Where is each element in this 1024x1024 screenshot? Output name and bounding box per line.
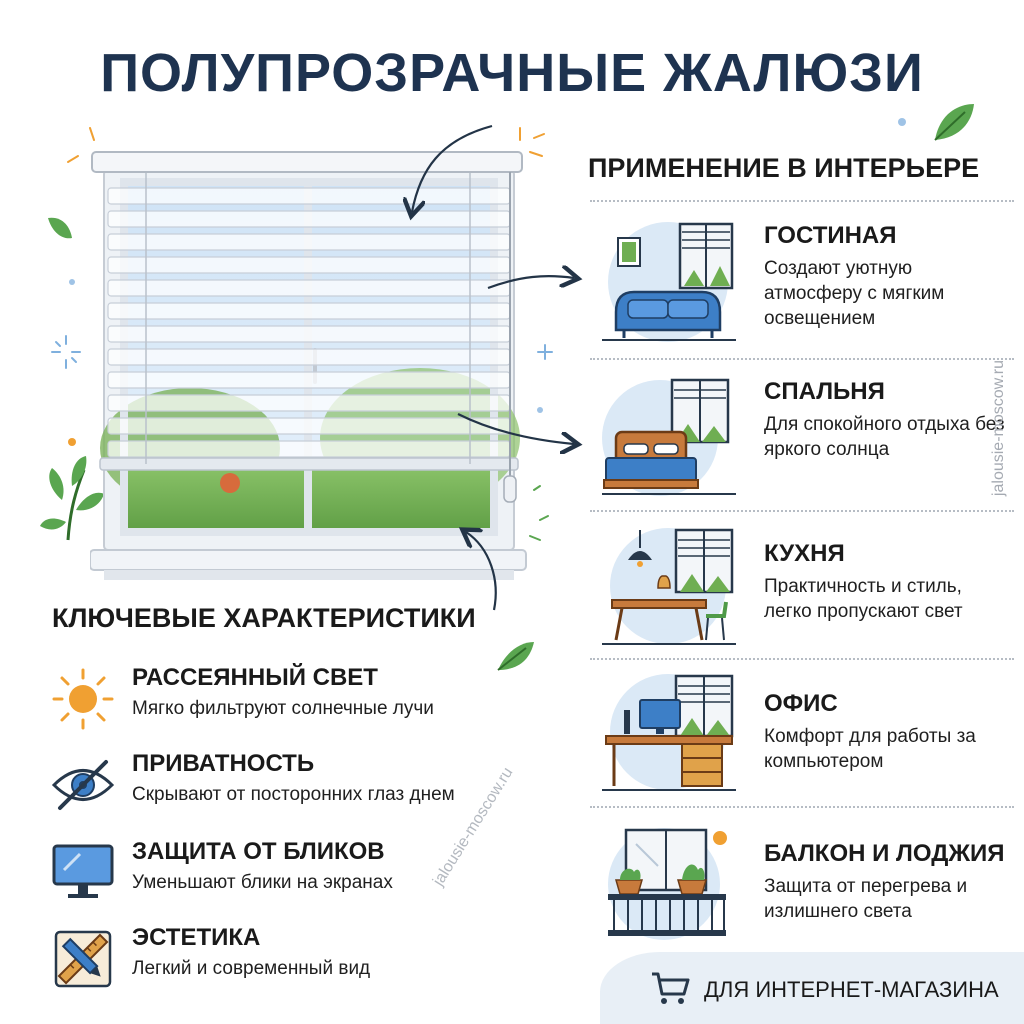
living-room-icon [602,222,736,346]
application-item-kitchen [590,526,1010,666]
feature-name: ЗАЩИТА ОТ БЛИКОВ [132,838,385,865]
feature-name: ЭСТЕТИКА [132,924,261,951]
application-description: Для спокойного отдыха без яркого солнца [764,414,1005,460]
application-item-balcony [590,824,1010,964]
application-description: Комфорт для работы за компьютером [764,726,976,772]
application-item-living-room [590,222,1010,362]
arrow-icon [458,414,574,444]
kitchen-icon [602,526,736,650]
shop-label: ДЛЯ ИНТЕРНЕТ-МАГАЗИНА [704,977,999,1002]
divider [590,358,1014,360]
monitor-icon [50,840,116,906]
divider [590,806,1014,808]
feature-item-diffused-light [50,664,520,734]
application-description: Практичность и стиль, легко пропускают свет [764,576,963,622]
watermark: jalousie-moscow.ru [430,764,517,890]
office-icon [602,674,736,798]
application-name: БАЛКОН И ЛОДЖИЯ [764,840,1005,867]
features-heading: КЛЮЧЕВЫЕ ХАРАКТЕРИСТИКИ [52,603,476,633]
application-name: СПАЛЬНЯ [764,378,885,405]
divider [590,510,1014,512]
feature-name: ПРИВАТНОСТЬ [132,750,315,777]
feature-item-privacy [50,750,520,820]
application-name: ОФИС [764,690,838,717]
watermark: jalousie-moscow.ru [990,360,1007,497]
application-name: КУХНЯ [764,540,845,567]
feature-description: Легкий и современный вид [132,958,371,979]
feature-description: Скрывают от посторонних глаз днем [132,784,455,805]
application-name: ГОСТИНАЯ [764,222,897,249]
applications-heading: ПРИМЕНЕНИЕ В ИНТЕРЬЕРЕ [588,153,980,183]
arrow-icon [488,276,574,288]
shop-banner [600,952,1024,1024]
application-description: Защита от перегрева и излишнего света [764,876,968,922]
application-description: Создают уютную атмосферу с мягким освещением [764,258,945,329]
divider [590,200,1014,202]
bedroom-icon [602,376,736,500]
page-title: ПОЛУПРОЗРАЧНЫЕ ЖАЛЮЗИ [100,43,924,103]
feature-description: Уменьшают блики на экранах [132,872,393,893]
arrow-icon [412,126,492,212]
divider [590,658,1014,660]
shopping-cart-icon [650,970,690,1006]
arrow-icon [466,532,496,610]
sun-icon [50,666,116,732]
ruler-pencil-icon [50,926,116,992]
feature-name: РАССЕЯННЫЙ СВЕТ [132,664,378,691]
feature-item-aesthetics [50,924,520,994]
feature-description: Мягко фильтруют солнечные лучи [132,698,434,719]
crossed-eye-icon [50,752,116,818]
application-item-bedroom [590,376,1010,516]
balcony-icon [602,824,736,948]
application-item-office [590,674,1010,814]
